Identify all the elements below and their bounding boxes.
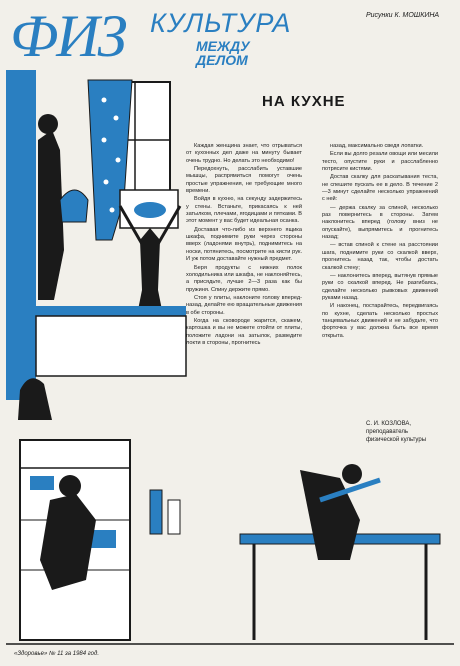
paragraph: — встав спиной к стене на расстоянии шага, поднимите руки со скалкой вверх, прогнитесь назад так, чтобы достать скалкой стену; (322, 242, 438, 271)
paragraph: Передохнуть, расслабить уставшие мышцы, распрямиться помогут очень простые упражнения, не требующие много времени. (186, 166, 302, 195)
paragraph: Когда на сковороде жарится, скажем, картошка и вы не можете отойти от плиты, положите ладони на затылок, разведите локти в стороны, прогнитесь (186, 317, 302, 346)
paragraph: И наконец, постарайтесь, передвигаясь по кухне, сделать несколько простых танцевальных движений и не забудьте, что форточка у вас должна быть все время открыта. (322, 303, 438, 339)
article-column-1 (186, 143, 302, 348)
woman-at-wall (38, 130, 64, 300)
paragraph: Если вы долго резали овощи или месили тесто, опустите руки и расслабленно потрясите кистями. (322, 151, 438, 173)
article-column-2 (322, 143, 438, 341)
logo-fiz: ФИЗ (10, 3, 126, 69)
author-role: физической культуры (366, 437, 427, 443)
logo-delom: ДЕЛОМ (196, 52, 248, 68)
paragraph: — наклонитесь вперед, вытянув прямые руки со скалкой вперед. Не разгибаясь, сделайте несколько рывковых движений руками назад. (322, 272, 438, 301)
paragraph: Войдя в кухню, на секунду задержитесь у стены. Встаньте, прикасаясь к ней затылком, плечами, ягодицами и пятками. В этот момент у вас будет идеальная осанка. (186, 196, 302, 225)
paragraph: Доставая что-либо из верхнего ящика шкафа, поднимите руки через стороны вверх (ладонями внутрь), поднимитесь на носки, потянитесь, посмотрите на кисти рук. И уж потом доставайте нужный предмет. (186, 226, 302, 263)
logo-mezhdu: МЕЖДУ (196, 38, 250, 54)
article-title: НА КУХНЕ (262, 93, 346, 110)
paragraph: Стоя у плиты, наклоните голову вперед-назад, делайте ею вращательные движения в обе стороны. (186, 294, 302, 316)
left-wall (6, 70, 36, 400)
issue-footer: «Здоровье» № 11 за 1984 год. (14, 651, 99, 657)
counter (36, 306, 186, 316)
paragraph: Беря продукты с нижних полок холодильника или шкафа, не наклоняйтесь, а присядьте, лучше 2—3 раза как бы пружиня. Спину держите прямо. (186, 264, 302, 293)
author-name: С. И. КОЗЛОВА, (366, 421, 412, 427)
bottle (150, 490, 162, 534)
paragraph: Достав скалку для раскатывания теста, не спешите пускать ее в дело. В течение 2—3 минут сделайте несколько упражнений с ней: (322, 174, 438, 203)
illustration-credit: Рисунки К. МОШКИНА (366, 12, 440, 19)
logo-kultura: КУЛЬТУРА (150, 8, 292, 38)
paragraph: Каждая женщина знает, что отрываться от кухонных дел даже на минуту бывает очень трудно. Но делать это необходимо! (186, 143, 302, 164)
paragraph: назад, максимально сведя лопатки. (330, 143, 424, 149)
author-signature (366, 420, 426, 444)
author-role: преподаватель (366, 429, 408, 435)
kettle (60, 190, 88, 222)
paragraph: — держа скалку за спиной, несколько раз повернитесь в стороны. Затем наклонитесь вперед (голову вниз не опускайте), выпрямитесь и прогнитесь назад; (322, 204, 438, 241)
